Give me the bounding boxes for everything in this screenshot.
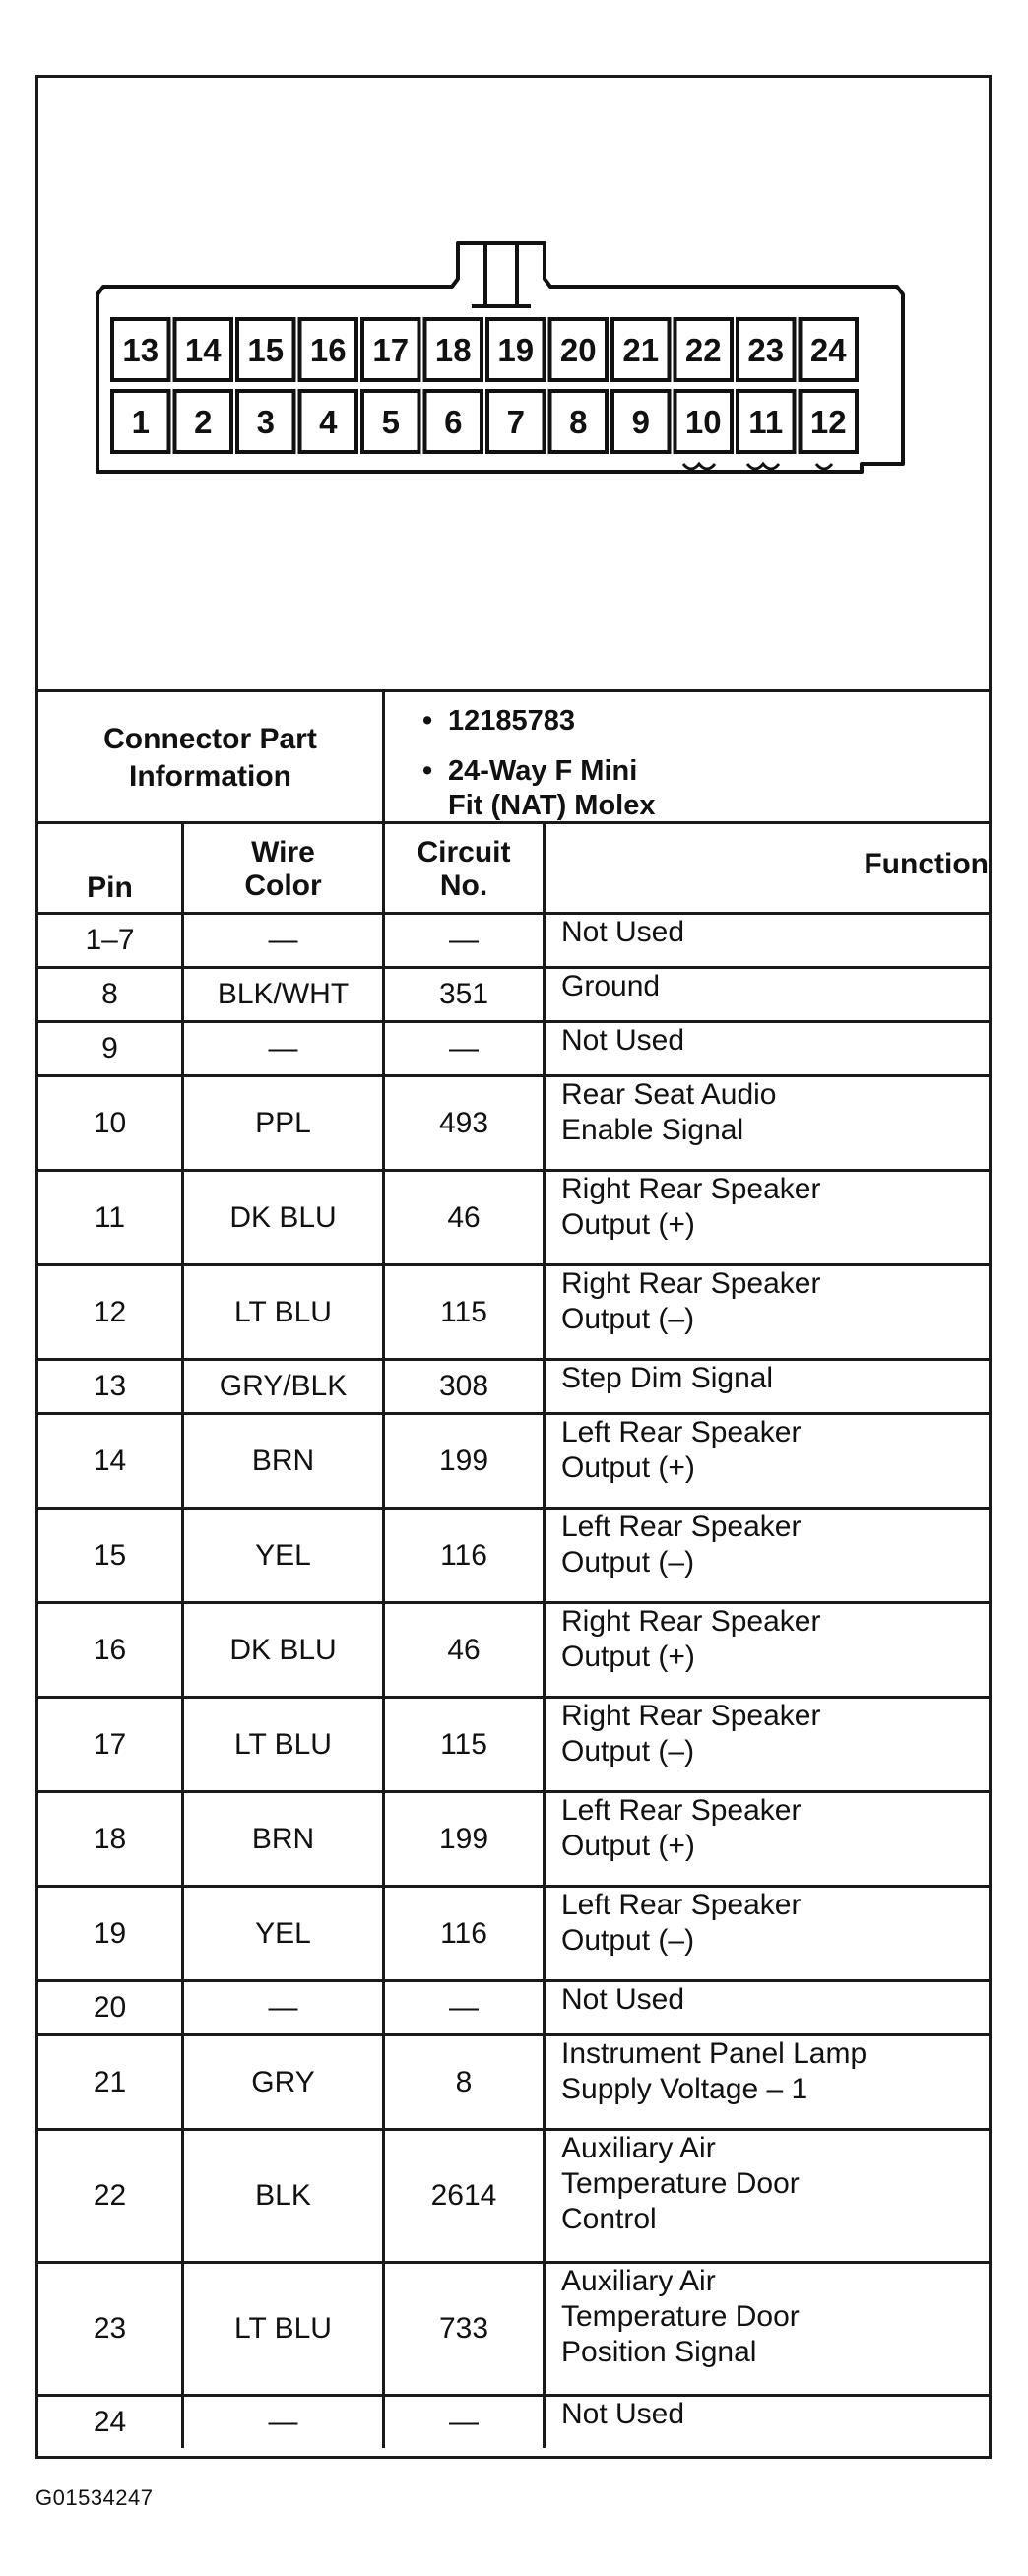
- pin-cell: 22: [38, 2131, 184, 2261]
- function-cell: [546, 1415, 989, 1507]
- table-row: [38, 1077, 989, 1169]
- function-text-line: Position Signal: [561, 2336, 757, 2368]
- header-function: [546, 824, 989, 915]
- function-cell: [546, 2131, 989, 2261]
- circuit-number-cell: 46: [385, 1604, 546, 1696]
- function-text-line: Auxiliary Air: [561, 2132, 716, 2164]
- pin-number: 24: [809, 332, 847, 368]
- function-text-line: Rear Seat Audio: [561, 1078, 777, 1111]
- pin-number: 15: [247, 332, 285, 368]
- pin-cell: 13: [38, 1361, 184, 1412]
- function-cell: [546, 2264, 989, 2394]
- function-cell: [546, 1510, 989, 1601]
- function-text-line: Output (–): [561, 1303, 695, 1335]
- wire-color-cell: —: [184, 1023, 385, 1074]
- function-cell: [546, 1604, 989, 1696]
- wire-color-cell: PPL: [184, 1077, 385, 1169]
- header-function-label: Function: [864, 848, 989, 880]
- pin-number: 9: [631, 404, 650, 440]
- function-text-line: Right Rear Speaker: [561, 1700, 821, 1732]
- pin-number: 3: [256, 404, 275, 440]
- pin-cell: 16: [38, 1604, 184, 1696]
- pin-number: 18: [434, 332, 472, 368]
- circuit-number-cell: 116: [385, 1888, 546, 1979]
- wire-color-cell: BLK/WHT: [184, 969, 385, 1020]
- function-text-line: Supply Voltage – 1: [561, 2073, 808, 2105]
- info-label-line1: Connector Part: [103, 723, 317, 755]
- bullet-icon: •: [422, 755, 433, 787]
- pin-cell: 8: [38, 969, 184, 1020]
- table-row: [38, 1699, 989, 1790]
- header-wire-line2: Color: [244, 869, 322, 902]
- keying-notches: [683, 464, 832, 469]
- table-row: [38, 1266, 989, 1358]
- function-cell: [546, 969, 989, 1020]
- wire-color-cell: —: [184, 1982, 385, 2033]
- wire-color-cell: YEL: [184, 1888, 385, 1979]
- pin-number: 8: [569, 404, 588, 440]
- table-row: [38, 1172, 989, 1263]
- circuit-number-cell: 116: [385, 1510, 546, 1601]
- header-wire-line1: Wire: [251, 836, 315, 869]
- function-text-line: Ground: [561, 970, 661, 1002]
- header-circuit-line1: Circuit: [417, 836, 511, 869]
- wire-color-cell: LT BLU: [184, 1699, 385, 1790]
- function-cell: [546, 1077, 989, 1169]
- pin-number: 6: [444, 404, 463, 440]
- pin-number: 2: [194, 404, 213, 440]
- circuit-number-cell: —: [385, 1982, 546, 2033]
- pin-cell: 19: [38, 1888, 184, 1979]
- wire-color-cell: GRY/BLK: [184, 1361, 385, 1412]
- connector-part-info-row: [38, 692, 989, 824]
- function-text-line: Right Rear Speaker: [561, 1173, 821, 1205]
- function-text-line: Right Rear Speaker: [561, 1267, 821, 1300]
- table-row: [38, 915, 989, 966]
- wire-color-cell: BLK: [184, 2131, 385, 2261]
- pin-number: 10: [684, 404, 722, 440]
- pin-cell: 14: [38, 1415, 184, 1507]
- pin-cell: 15: [38, 1510, 184, 1601]
- function-text-line: Enable Signal: [561, 1114, 744, 1146]
- function-text-line: Output (–): [561, 1546, 695, 1578]
- circuit-number-cell: —: [385, 915, 546, 966]
- table-header-row: [38, 824, 989, 915]
- table-row: [38, 1888, 989, 1979]
- table-row: [38, 1361, 989, 1412]
- circuit-number-cell: 733: [385, 2264, 546, 2394]
- table-row: [38, 1415, 989, 1507]
- connector-type-item: [422, 754, 989, 823]
- table-row: [38, 2131, 989, 2261]
- wire-color-cell: BRN: [184, 1793, 385, 1885]
- pin-number: 17: [372, 332, 410, 368]
- connector-type-line2: Fit (NAT) Molex: [448, 790, 656, 821]
- pin-number: 11: [748, 404, 784, 440]
- circuit-number-cell: 199: [385, 1415, 546, 1507]
- function-cell: [546, 915, 989, 966]
- pin-number: 14: [184, 332, 222, 368]
- pin-cell: 24: [38, 2397, 184, 2448]
- part-number: 12185783: [448, 705, 576, 737]
- function-cell: [546, 1793, 989, 1885]
- table-row: [38, 1604, 989, 1696]
- function-cell: [546, 1888, 989, 1979]
- function-cell: [546, 1699, 989, 1790]
- circuit-number-cell: 199: [385, 1793, 546, 1885]
- function-cell: [546, 1361, 989, 1412]
- circuit-number-cell: —: [385, 2397, 546, 2448]
- circuit-number-cell: 308: [385, 1361, 546, 1412]
- pin-cell: 11: [38, 1172, 184, 1263]
- table-row: [38, 1982, 989, 2033]
- circuit-number-cell: 46: [385, 1172, 546, 1263]
- header-pin: [38, 824, 184, 915]
- function-text-line: Temperature Door: [561, 2300, 800, 2333]
- pin-number: 22: [684, 332, 722, 368]
- wire-color-cell: LT BLU: [184, 1266, 385, 1358]
- wire-color-cell: GRY: [184, 2036, 385, 2128]
- header-circuit-line2: No.: [439, 869, 488, 902]
- function-text-line: Instrument Panel Lamp: [561, 2037, 867, 2070]
- pin-number: 13: [122, 332, 160, 368]
- function-text-line: Output (–): [561, 1735, 695, 1768]
- header-wire-color: [184, 824, 385, 915]
- function-text-line: Left Rear Speaker: [561, 1889, 802, 1921]
- function-cell: [546, 1982, 989, 2033]
- function-text-line: Not Used: [561, 916, 685, 948]
- latch-tab: [472, 243, 531, 306]
- circuit-number-cell: 115: [385, 1699, 546, 1790]
- pin-cell: 17: [38, 1699, 184, 1790]
- pin-number: 20: [559, 332, 597, 368]
- pin-cell: 12: [38, 1266, 184, 1358]
- circuit-number-cell: 493: [385, 1077, 546, 1169]
- table-row: [38, 969, 989, 1020]
- part-number-item: [422, 704, 989, 739]
- pin-cell: 9: [38, 1023, 184, 1074]
- connector-type-line1: 24-Way F Mini: [448, 755, 638, 787]
- pin-cell: 10: [38, 1077, 184, 1169]
- function-cell: [546, 2036, 989, 2128]
- table-row: [38, 1510, 989, 1601]
- connector-part-info-value: [385, 692, 989, 824]
- function-text-line: Output (+): [561, 1641, 695, 1673]
- function-cell: [546, 1266, 989, 1358]
- circuit-number-cell: 2614: [385, 2131, 546, 2261]
- wire-color-cell: —: [184, 915, 385, 966]
- pin-number: 21: [622, 332, 660, 368]
- function-text-line: Output (+): [561, 1830, 695, 1862]
- connector-part-info-label: [38, 692, 385, 824]
- pin-cell: 20: [38, 1982, 184, 2033]
- function-text-line: Left Rear Speaker: [561, 1511, 802, 1543]
- connector-diagram: [38, 78, 989, 692]
- table-row: [38, 2264, 989, 2394]
- function-text-line: Right Rear Speaker: [561, 1605, 821, 1638]
- wire-color-cell: DK BLU: [184, 1172, 385, 1263]
- pin-number: 23: [747, 332, 785, 368]
- table-row: [38, 2397, 989, 2448]
- wire-color-cell: —: [184, 2397, 385, 2448]
- pin-number: 5: [381, 404, 400, 440]
- function-cell: [546, 2397, 989, 2448]
- pin-number: 7: [506, 404, 525, 440]
- pin-cell: 23: [38, 2264, 184, 2394]
- table-row: [38, 1023, 989, 1074]
- circuit-number-cell: 115: [385, 1266, 546, 1358]
- connector-table-frame: [35, 75, 992, 2459]
- function-text-line: Auxiliary Air: [561, 2265, 716, 2297]
- wire-color-cell: DK BLU: [184, 1604, 385, 1696]
- function-text-line: Left Rear Speaker: [561, 1416, 802, 1449]
- circuit-number-cell: —: [385, 1023, 546, 1074]
- pin-number: 4: [319, 404, 338, 440]
- info-label-line2: Information: [129, 760, 291, 793]
- function-text-line: Output (+): [561, 1451, 695, 1484]
- header-pin-label: Pin: [87, 871, 133, 904]
- function-text-line: Output (+): [561, 1208, 695, 1241]
- figure-id-caption: G01534247: [35, 2485, 154, 2510]
- circuit-number-cell: 351: [385, 969, 546, 1020]
- pin-cell: 1–7: [38, 915, 184, 966]
- function-text-line: Not Used: [561, 2398, 685, 2430]
- function-text-line: Control: [561, 2203, 657, 2235]
- table-row: [38, 1793, 989, 1885]
- function-text-line: Step Dim Signal: [561, 1362, 774, 1394]
- function-cell: [546, 1172, 989, 1263]
- pin-number: 16: [309, 332, 347, 368]
- pin-cell: 18: [38, 1793, 184, 1885]
- function-cell: [546, 1023, 989, 1074]
- function-text-line: Not Used: [561, 1983, 685, 2016]
- function-text-line: Temperature Door: [561, 2167, 800, 2200]
- wire-color-cell: YEL: [184, 1510, 385, 1601]
- pin-number: 1: [131, 404, 150, 440]
- pin-number: 12: [809, 404, 847, 440]
- circuit-number-cell: 8: [385, 2036, 546, 2128]
- bullet-icon: •: [422, 705, 433, 737]
- pin-number: 19: [497, 332, 535, 368]
- table-row: [38, 2036, 989, 2128]
- wire-color-cell: BRN: [184, 1415, 385, 1507]
- header-circuit-no: [385, 824, 546, 915]
- function-text-line: Output (–): [561, 1924, 695, 1957]
- function-text-line: Not Used: [561, 1024, 685, 1057]
- wire-color-cell: LT BLU: [184, 2264, 385, 2394]
- function-text-line: Left Rear Speaker: [561, 1794, 802, 1827]
- connector-face-drawing: [38, 78, 989, 688]
- pin-cell: 21: [38, 2036, 184, 2128]
